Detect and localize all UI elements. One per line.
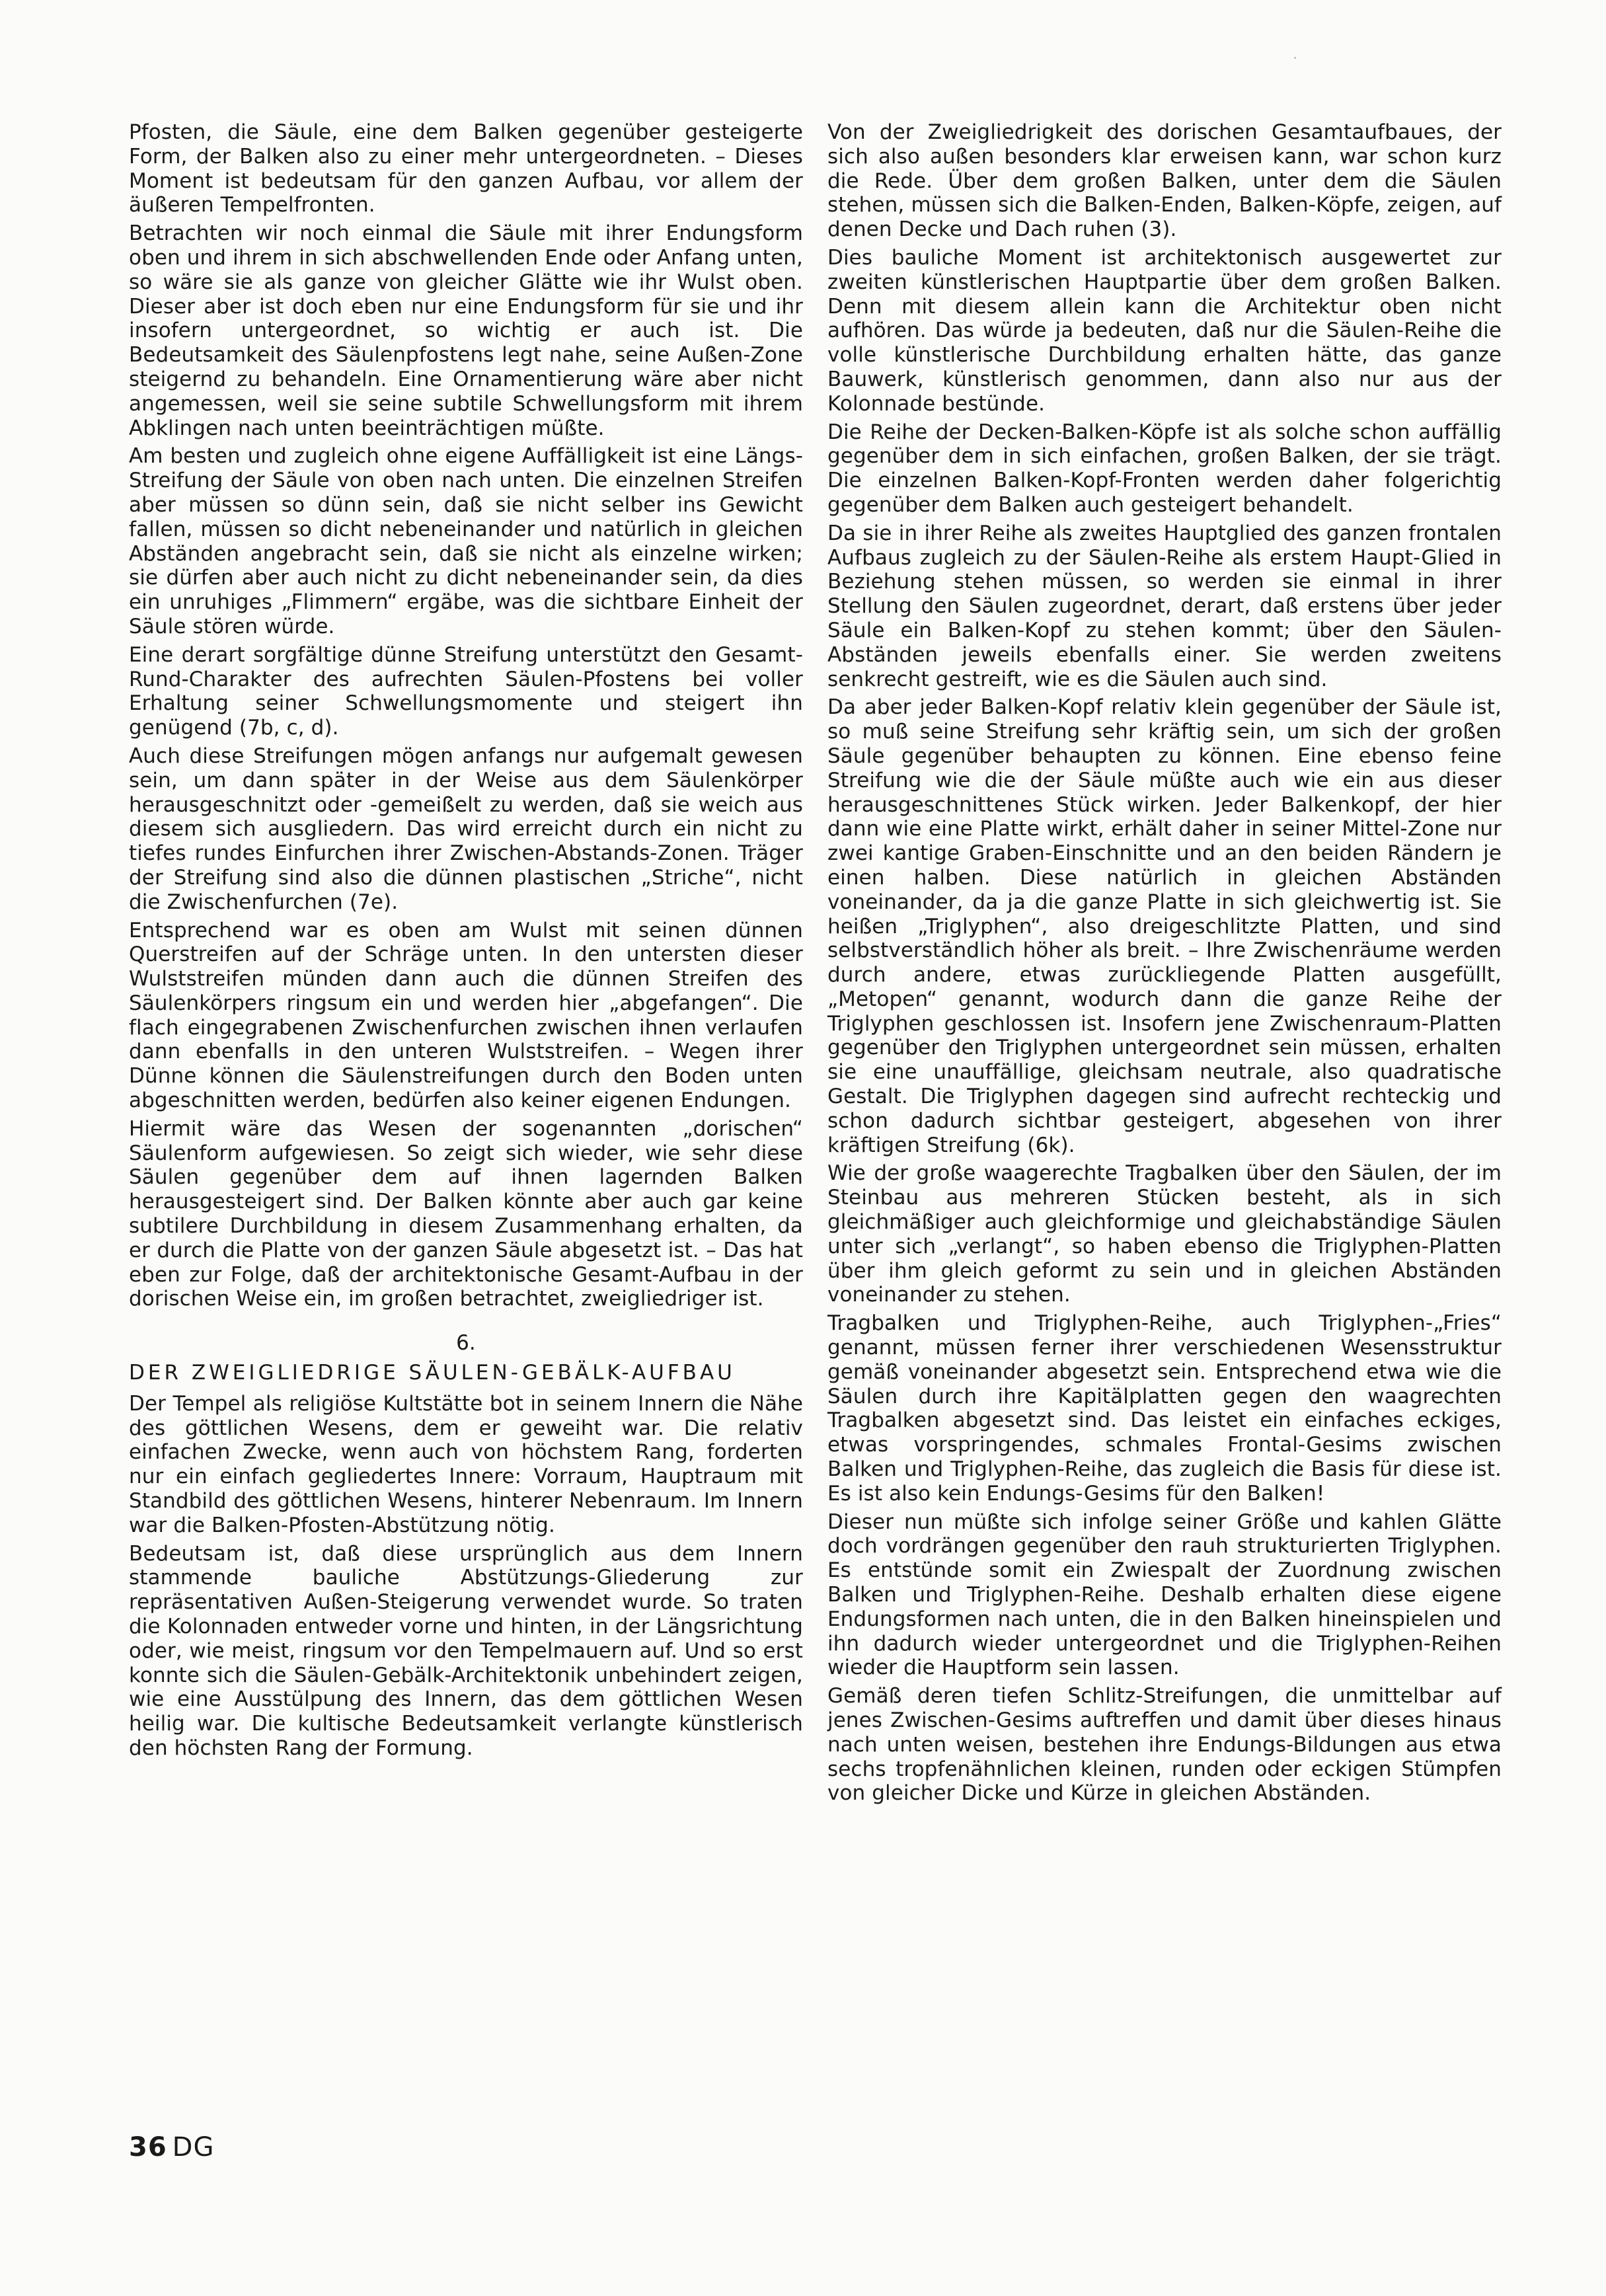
page-folio	[129, 2132, 214, 2162]
paragraph: Wie der große waagerechte Tragbalken über den Säulen, der im Steinbau aus mehreren Stücken besteht, als in sich gleichmäßiger auch gleichformige und gleichabständige Säulen unter sich „verlangt“, so haben ebenso die Triglyphen-Platten über ihm gleich geformt zu sein und in gleichen Abständen voneinander zu stehen.	[827, 1161, 1502, 1307]
paragraph: Betrachten wir noch einmal die Säule mit ihrer Endungsform oben und ihrem in sich abschwellenden Ende oder Anfang unten, so wäre sie als ganze von gleicher Glätte wie ihr Wulst oben. Dieser aber ist doch eben nur eine Endungsform für sie und ihr insofern untergeordnet, so wichtig er auch ist. Die Bedeutsamkeit des Säulenpfostens legt nahe, seine Außen-Zone steigernd zu behandeln. Eine Ornamentierung wäre aber nicht angemessen, weil sie seine subtile Schwellungsform mit ihrem Abklingen nach unten beeinträchtigen müßte.	[129, 221, 803, 440]
paragraph: Gemäß deren tiefen Schlitz-Streifungen, die unmittelbar auf jenes Zwischen-Gesims auftreffen und damit über dieses hinaus nach unten weisen, bestehen ihre Endungs-Bildungen aus etwa sechs tropfenähnlichen kleinen, runden oder eckigen Stümpfen von gleicher Dicke und Kürze in gleichen Abständen.	[827, 1684, 1502, 1806]
paragraph: Entsprechend war es oben am Wulst mit seinen dünnen Querstreifen auf der Schräge unten. In den untersten dieser Wulststreifen münden dann auch die dünnen Streifen des Säulenkörpers ringsum ein und werden hier „abgefangen“. Die flach eingegrabenen Zwischenfurchen zwischen ihnen verlaufen dann ebenfalls in den unteren Wulststreifen. – Wegen ihrer Dünne können die Säulenstreifungen durch den Boden unten abgeschnitten werden, bedürfen also keiner eigenen Endungen.	[129, 918, 803, 1113]
page-number: 36	[129, 2132, 167, 2162]
paragraph: Der Tempel als religiöse Kultstätte bot in seinem Innern die Nähe des göttlichen Wesens, dem er geweiht war. Die relativ einfachen Zwecke, wenn auch von höchstem Rang, forderten nur ein einfach gegliedertes Innere: Vorraum, Hauptraum mit Standbild des göttlichen Wesens, hinterer Nebenraum. Im Innern war die Balken-Pfosten-Abstützung nötig.	[129, 1391, 803, 1537]
paragraph: Bedeutsam ist, daß diese ursprünglich aus dem Innern stammende bauliche Abstützungs-Gliederung zur repräsentativen Außen-Steigerung verwendet wurde. So traten die Kolonnaden entweder vorne und hinten, in der Längsrichtung oder, wie meist, ringsum vor den Tempelmauern auf. Und so erst konnte sich die Säulen-Gebälk-Architektonik unbehindert zeigen, wie eine Ausstülpung des Innern, das dem göttlichen Wesen heilig war. Die kultische Bedeutsamkeit verlangte künstlerisch den höchsten Rang der Formung.	[129, 1541, 803, 1760]
left-column	[129, 120, 803, 1765]
paragraph: Da sie in ihrer Reihe als zweites Hauptglied des ganzen frontalen Aufbaus zugleich zu der Säulen-Reihe als erstem Haupt-Glied in Beziehung stehen müssen, so werden sie einmal in ihrer Stellung den Säulen zugeordnet, derart, daß erstens über jeder Säule ein Balken-Kopf zu stehen kommt; über den Säulen-Abständen jeweils ebenfalls einer. Sie werden zweitens senkrecht gestreift, wie es die Säulen auch sind.	[827, 521, 1502, 691]
paragraph: Die Reihe der Decken-Balken-Köpfe ist als solche schon auffällig gegenüber dem in sich einfachen, großen Balken, der sie trägt. Die einzelnen Balken-Kopf-Fronten werden daher folgerichtig gegenüber dem Balken auch gesteigert behandelt.	[827, 420, 1502, 517]
print-speck	[1294, 57, 1296, 59]
paragraph: Hiermit wäre das Wesen der sogenannten „dorischen“ Säulenform aufgewiesen. So zeigt sich wieder, wie sehr diese Säulen gegenüber dem auf ihnen lagernden Balken herausgesteigert sind. Der Balken könnte aber auch gar keine subtilere Durchbildung in diesem Zusammenhang erhalten, da er durch die Platte von der ganzen Säule abgesetzt ist. – Das hat eben zur Folge, daß der architektonische Gesamt-Aufbau in der dorischen Weise ein, im großen betrachtet, zweigliedriger ist.	[129, 1116, 803, 1311]
paragraph: Auch diese Streifungen mögen anfangs nur aufgemalt gewesen sein, um dann später in der Weise aus dem Säulenkörper herausgeschnitzt oder -gemeißelt zu werden, daß sie weich aus diesem sich ausgliedern. Das wird erreicht durch ein nicht zu tiefes rundes Einfurchen ihrer Zwischen-Abstands-Zonen. Träger der Streifung sind also die dünnen plastischen „Striche“, nicht die Zwischenfurchen (7e).	[129, 744, 803, 914]
paragraph: Tragbalken und Triglyphen-Reihe, auch Triglyphen-„Fries“ genannt, müssen ferner ihrer verschiedenen Wesensstruktur gemäß voneinander abgesetzt sein. Entsprechend etwa wie die Säulen durch ihre Kapitälplatten gegen den waagrechten Tragbalken abgesetzt sind. Das leistet ein einfaches eckiges, etwas vorspringendes, schmales Frontal-Gesims zwischen Balken und Triglyphen-Reihe, das zugleich die Basis für diese ist. Es ist also kein Endungs-Gesims für den Balken!	[827, 1311, 1502, 1506]
paragraph: Am besten und zugleich ohne eigene Auffälligkeit ist eine Längs-Streifung der Säule von oben nach unten. Die einzelnen Streifen aber müssen so dünn sein, daß sie nicht selber ins Gewicht fallen, müssen so dicht nebeneinander und natürlich in gleichen Abständen angebracht sein, daß sie nicht als einzelne wirken; sie dürfen aber auch nicht zu dicht nebeneinander sein, da dies ein unruhiges „Flimmern“ ergäbe, was die sichtbare Einheit der Säule stören würde.	[129, 444, 803, 638]
section-title: DER ZWEIGLIEDRIGE SÄULEN-GEBÄLK-AUFBAU	[129, 1361, 736, 1385]
paragraph: Von der Zweigliedrigkeit des dorischen Gesamtaufbaues, der sich also außen besonders klar erweisen kann, war schon kurz die Rede. Über dem großen Balken, unter dem die Säulen stehen, müssen sich die Balken-Enden, Balken-Köpfe, zeigen, auf denen Decke und Dach ruhen (3).	[827, 120, 1502, 242]
paragraph: Dieser nun müßte sich infolge seiner Größe und kahlen Glätte doch vordrängen gegenüber den rauh strukturierten Triglyphen. Es entstünde somit ein Zwiespalt der Zuordnung zwischen Balken und Triglyphen-Reihe. Deshalb erhalten diese eigene Endungsformen nach unten, die in den Balken hineinspielen und ihn dadurch wieder untergeordnet und die Triglyphen-Reihen wieder die Hauptform sein lassen.	[827, 1510, 1502, 1680]
section-number: 6.	[456, 1331, 476, 1356]
paragraph: Pfosten, die Säule, eine dem Balken gegenüber gesteigerte Form, der Balken also zu einer mehr untergeordneten. – Dieses Moment ist bedeutsam für den ganzen Aufbau, vor allem der äußeren Tempelfronten.	[129, 120, 803, 217]
paragraph: Dies bauliche Moment ist architektonisch ausgewertet zur zweiten künstlerischen Hauptpartie über dem großen Balken. Denn mit diesem allein kann die Architektur oben nicht aufhören. Das würde ja bedeuten, daß nur die Säulen-Reihe die volle künstlerische Durchbildung erhalten hätte, das ganze Bauwerk, künstlerisch genommen, dann also nur aus der Kolonnade bestünde.	[827, 245, 1502, 416]
publication-mark: DG	[172, 2132, 215, 2162]
right-column	[827, 120, 1502, 1810]
paragraph: Eine derart sorgfältige dünne Streifung unterstützt den Gesamt-Rund-Charakter des aufrechten Säulen-Pfostens bei voller Erhaltung seiner Schwellungsmomente und steigert ihn genügend (7b, c, d).	[129, 642, 803, 740]
paragraph: Da aber jeder Balken-Kopf relativ klein gegenüber der Säule ist, so muß seine Streifung sehr kräftig sein, um sich der großen Säule gegenüber behaupten zu können. Eine ebenso feine Streifung wie die der Säule müßte auch wie ein aus dieser herausgeschnittenes Stück wirken. Jeder Balkenkopf, der hier dann wie eine Platte wirkt, erhält daher in seiner Mittel-Zone nur zwei kantige Graben-Einschnitte und an den beiden Rändern je einen halben. Diese natürlich in gleichen Abständen voneinander, da ja die ganze Platte in sich gleichwertig ist. Sie heißen „Triglyphen“, also dreigeschlitzte Platten, und sind selbstverständlich höher als breit. – Ihre Zwischenräume werden durch andere, etwas zurückliegende Platten ausgefüllt, „Metopen“ genannt, wodurch dann die ganze Reihe der Triglyphen geschlossen ist. Insofern jene Zwischenraum-Platten gegenüber den Triglyphen untergeordnet sein müssen, erhalten sie eine unauffällige, gleichsam neutrale, also quadratische Gestalt. Die Triglyphen dagegen sind aufrecht rechteckig und schon dadurch sichtbar gesteigert, abgesehen von ihrer kräftigen Streifung (6k).	[827, 695, 1502, 1157]
